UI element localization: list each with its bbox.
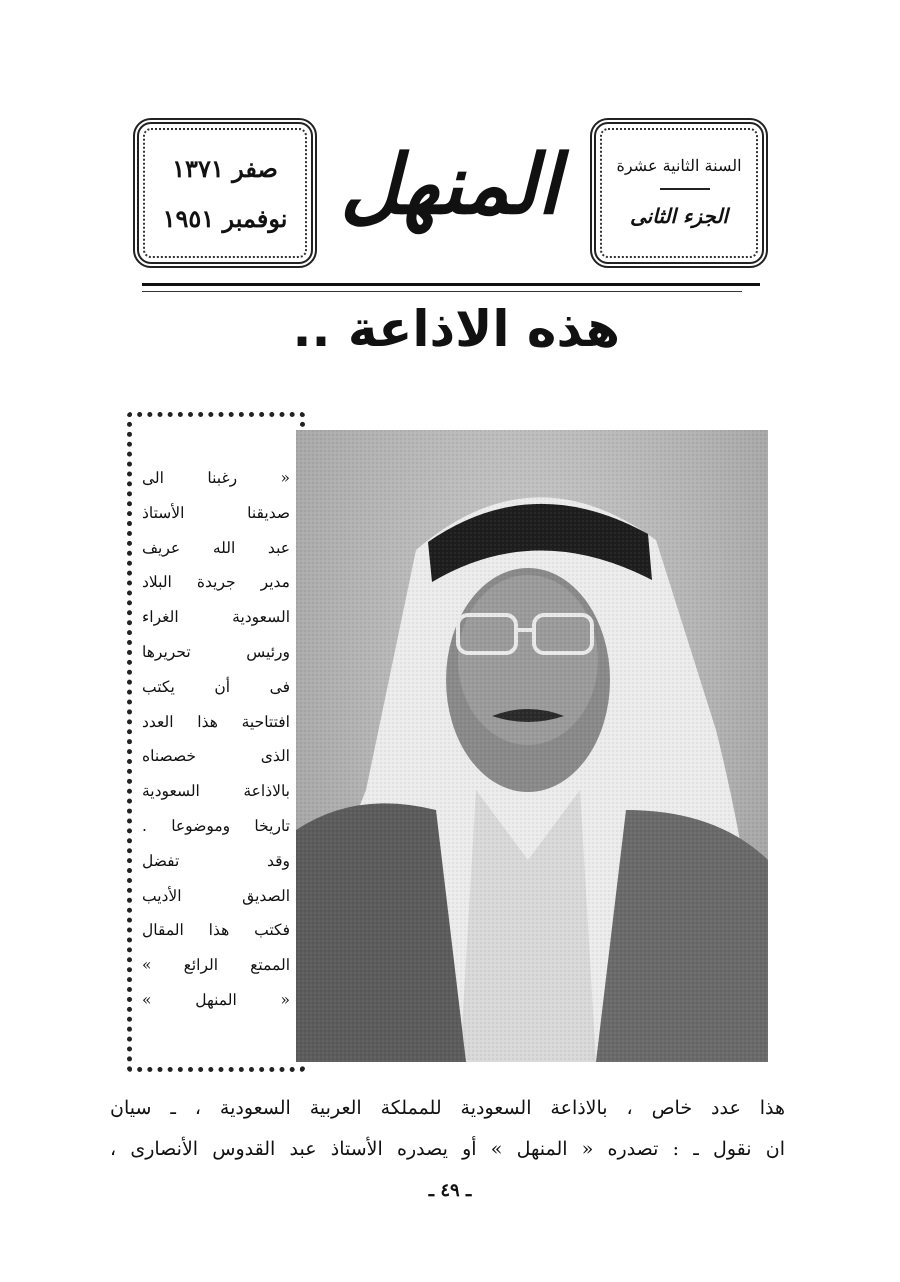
article-intro: [110, 1088, 785, 1170]
header-rule-bottom: [142, 291, 742, 292]
article-line: هذا عدد خاص ، بالاذاعة السعودية للمملكة العربية السعودية ، ـ سيان: [110, 1097, 785, 1119]
sidebar-line: صديقنا الأستاذ: [142, 503, 290, 522]
masthead-title: المنهل: [340, 137, 560, 233]
sidebar-note: [127, 412, 305, 1072]
sidebar-line: عبد الله عريف: [142, 538, 290, 557]
sidebar-line: السعودية الغراء: [142, 608, 290, 627]
sidebar-line: الصديق الأديب: [142, 886, 290, 905]
sidebar-line: تاريخا وموضوعا .: [142, 816, 290, 835]
issue-box: [590, 118, 768, 268]
date-box: [133, 118, 317, 268]
sidebar-line: بالاذاعة السعودية: [142, 782, 290, 801]
sidebar-text: [142, 461, 290, 1018]
sidebar-line: « رغبنا الى: [142, 469, 290, 487]
portrait-illustration: [296, 430, 768, 1062]
gregorian-date: نوفمبر ١٩٥١: [162, 204, 288, 233]
sidebar-line: فى أن يكتب: [142, 677, 290, 696]
sidebar-line: الذى خصصناه: [142, 747, 290, 766]
sidebar-line: مدير جريدة البلاد: [142, 573, 290, 592]
issue-part: الجزء الثانى: [630, 204, 728, 228]
hijri-date: صفر ١٣٧١: [172, 154, 278, 183]
headline: هذه الاذاعة ..: [292, 300, 620, 358]
page-number: ـ ٤٩ ـ: [428, 1180, 472, 1201]
box-divider: [660, 188, 710, 190]
sidebar-line: افتتاحية هذا العدد: [142, 712, 290, 731]
article-line: ان نقول ـ : تصدره « المنهل » أو يصدره الأستاذ عبد القدوس الأنصارى ،: [110, 1138, 785, 1160]
sidebar-line: « المنهل »: [142, 990, 290, 1009]
sidebar-line: فكتب هذا المقال: [142, 921, 290, 940]
sidebar-line: الممتع الرائع »: [142, 956, 290, 975]
volume-year: السنة الثانية عشرة: [616, 156, 742, 175]
sidebar-line: وقد تفضل: [142, 851, 290, 870]
header-rule-top: [142, 283, 760, 286]
sidebar-line: ورئيس تحريرها: [142, 642, 290, 661]
portrait-photo: [296, 430, 768, 1062]
